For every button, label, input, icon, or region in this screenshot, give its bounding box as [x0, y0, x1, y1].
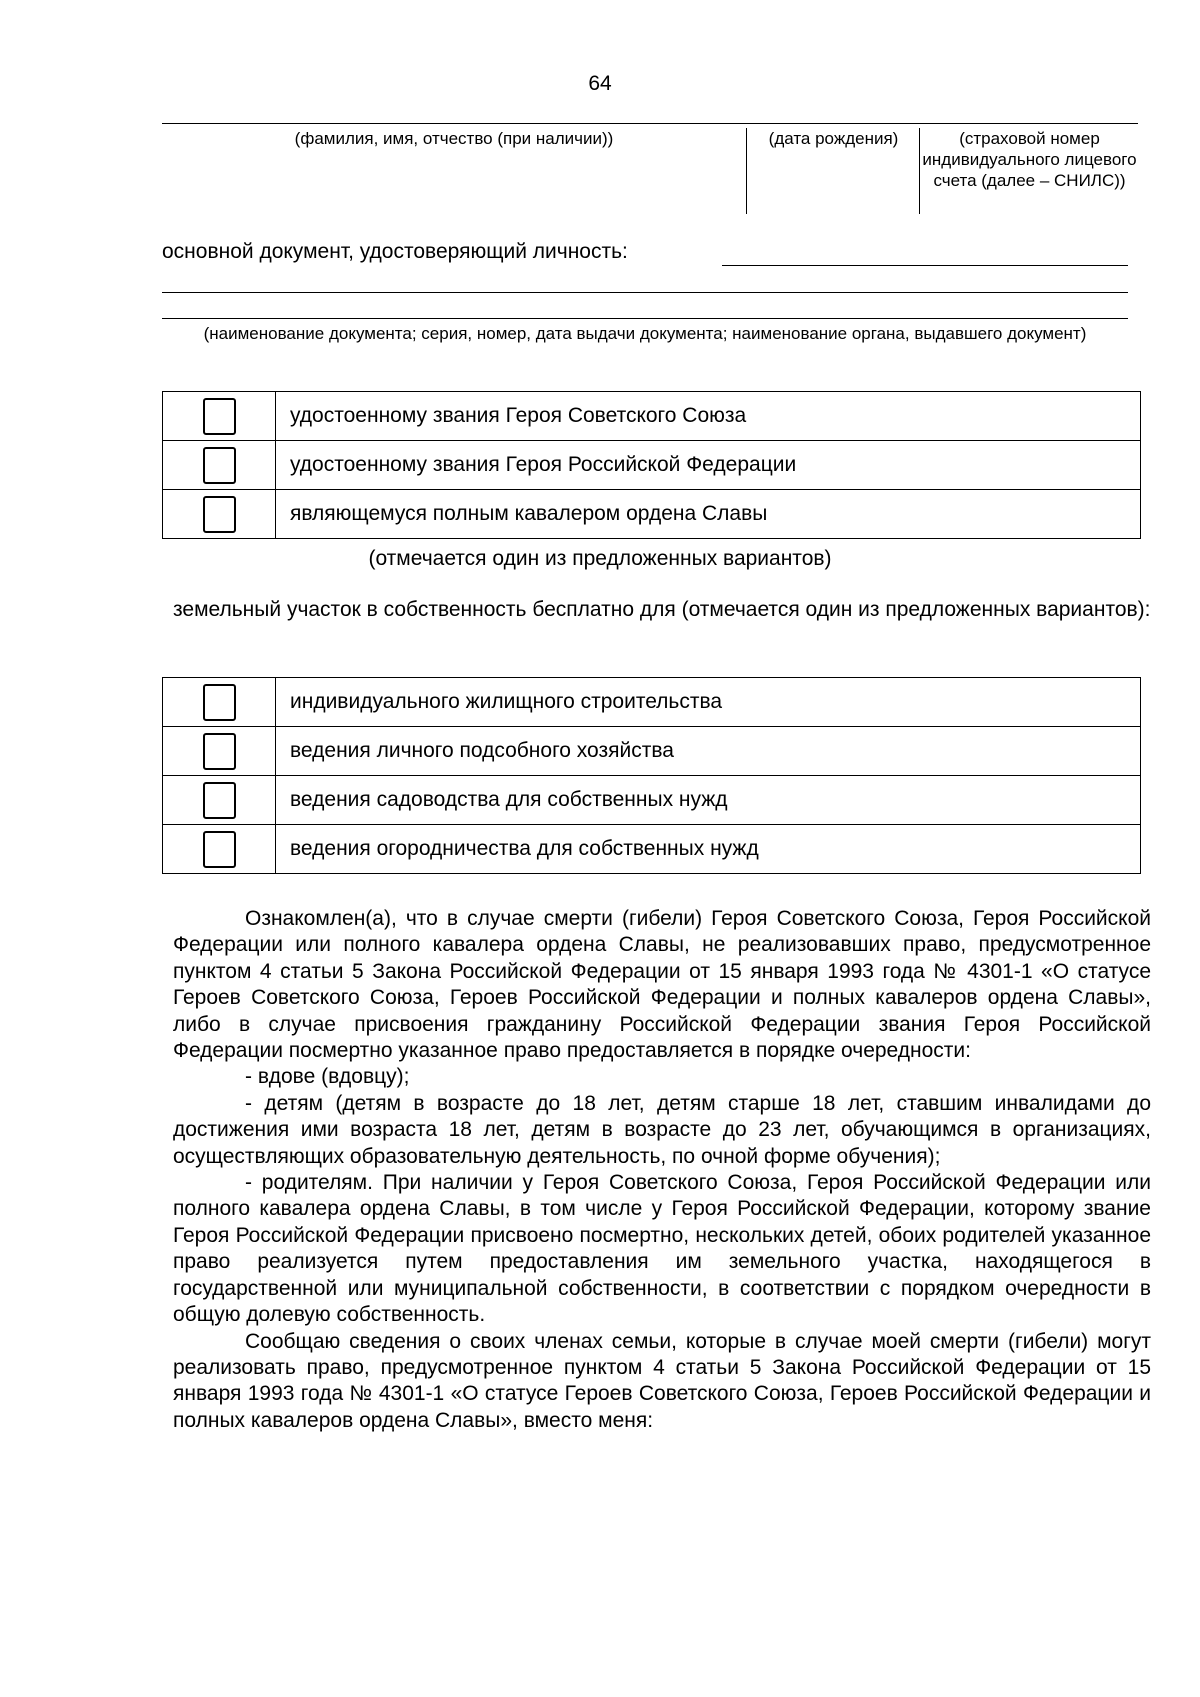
identity-doc-input-line[interactable]: [722, 265, 1128, 266]
status-option-row[interactable]: [163, 441, 1141, 490]
purpose-option-label: ведения личного подсобного хозяйства: [276, 727, 1141, 776]
checkbox[interactable]: [203, 831, 236, 868]
checkbox[interactable]: [203, 398, 236, 435]
purpose-option-row[interactable]: [163, 727, 1141, 776]
applicant-header-fields: [162, 123, 1138, 216]
status-option-label: удостоенному звания Героя Российской Федерации: [276, 441, 1141, 490]
purpose-intro: [173, 597, 1151, 623]
purpose-options-table: [162, 677, 1141, 874]
status-option-row[interactable]: [163, 392, 1141, 441]
birth-date-caption: (дата рождения): [746, 128, 920, 214]
status-note: (отмечается один из предложенных вариантов): [368, 547, 832, 570]
status-option-label: являющемуся полным кавалером ордена Славы: [276, 490, 1141, 539]
purpose-option-label: индивидуального жилищного строительства: [276, 678, 1141, 727]
identity-doc-label: основной документ, удостоверяющий личность:: [162, 240, 628, 263]
purpose-intro-text: земельный участок в собственность бесплатно для (отмечается один из предложенных вариантов):: [173, 598, 1151, 621]
purpose-option-label: ведения садоводства для собственных нужд: [276, 776, 1141, 825]
checkbox[interactable]: [203, 782, 236, 819]
status-options-table: [162, 391, 1141, 539]
purpose-option-row[interactable]: [163, 776, 1141, 825]
purpose-option-row[interactable]: [163, 825, 1141, 874]
page-number: 64: [588, 72, 612, 95]
identity-doc-caption: (наименование документа; серия, номер, дата выдачи документа; наименование органа, выдавшего документ): [203, 324, 1087, 343]
parents-item: - родителям. При наличии у Героя Советского Союза, Героя Российской Федерации или полного кавалера ордена Славы, в том числе у Героя Российской Федерации, которому звание Героя Российской Федерации присвоено посмертно, нескольких детей, обоих родителей указанное право реализуется путем предоставления им земельного участка, находящегося в государственной или муниципальной собственности, в соответствии с порядком очередности в общую долевую собственность.: [173, 1171, 1151, 1327]
family-info-paragraph: Сообщаю сведения о своих членах семьи, которые в случае моей смерти (гибели) могут реализовать право, предусмотренное пунктом 4 статьи 5 Закона Российской Федерации от 15 января 1993 года № 4301-1 «О статусе Героев Советского Союза, Героев Российской Федерации и полных кавалеров ордена Славы», вместо меня:: [173, 1329, 1151, 1432]
purpose-option-label: ведения огородничества для собственных нужд: [276, 825, 1141, 874]
identity-doc-input-line-2[interactable]: [162, 292, 1128, 293]
checkbox[interactable]: [203, 733, 236, 770]
purpose-option-row[interactable]: [163, 678, 1141, 727]
checkbox[interactable]: [203, 447, 236, 484]
children-item: - детям (детям в возрасте до 18 лет, детям старше 18 лет, ставшим инвалидами до достижения ими возраста 18 лет, детям в возрасте до 23 лет, обучающимся в организациях, осуществляющих образовательную деятельность, по очной форме обучения);: [173, 1091, 1151, 1168]
checkbox[interactable]: [203, 496, 236, 533]
acknowledgement-paragraph: Ознакомлен(а), что в случае смерти (гибели) Героя Советского Союза, Героя Российской Федерации или полного кавалера ордена Славы, не реализовавших право, предусмотренное пунктом 4 статьи 5 Закона Российской Федерации от 15 января 1993 года № 4301-1 «О статусе Героев Советского Союза, Героев Российской Федерации и полных кавалеров ордена Славы», либо в случае присвоения гражданину Российской Федерации звания Героя Российской Федерации посмертно указанное право предоставляется в порядке очередности:: [173, 907, 1151, 1063]
checkbox[interactable]: [203, 684, 236, 721]
snils-caption: (страховой номер индивидуального лицевого счета (далее – СНИЛС)): [919, 128, 1139, 214]
status-option-label: удостоенному звания Героя Советского Союза: [276, 392, 1141, 441]
widow-item: - вдове (вдовцу);: [245, 1065, 410, 1089]
status-option-row[interactable]: [163, 490, 1141, 539]
identity-doc-input-line-3[interactable]: [162, 318, 1128, 319]
fio-caption: (фамилия, имя, отчество (при наличии)): [294, 129, 614, 148]
body-text: [173, 906, 1151, 1434]
